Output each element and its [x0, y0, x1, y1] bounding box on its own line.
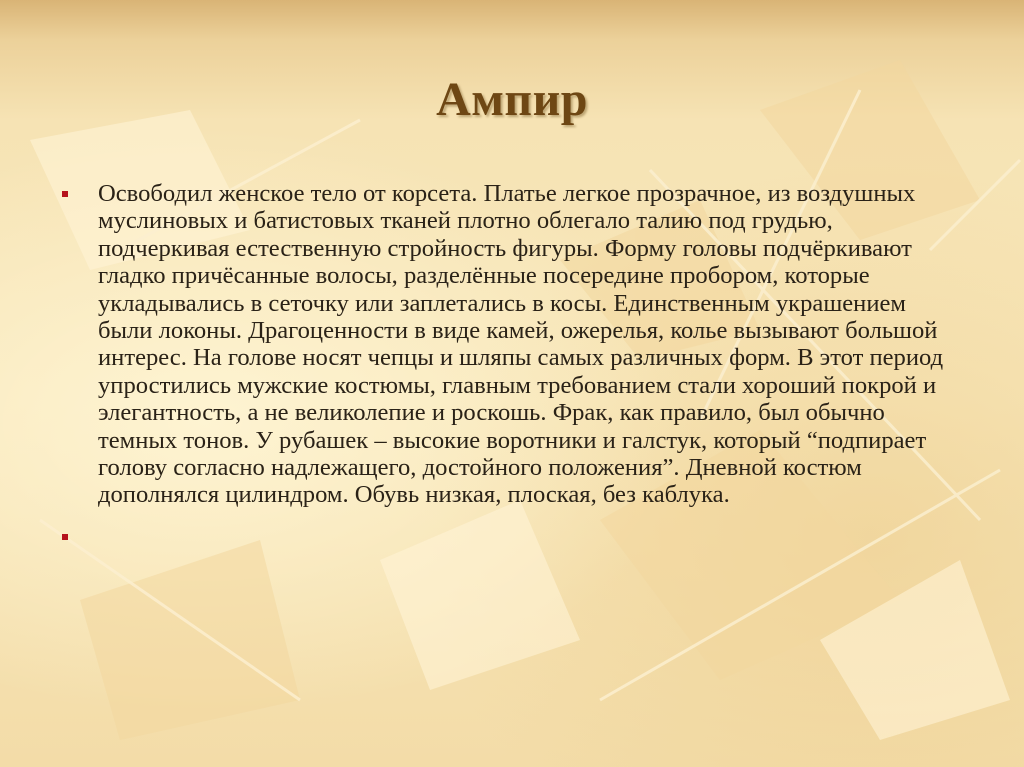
- bullet-item: [62, 180, 952, 509]
- bullet-text: [98, 523, 952, 550]
- bullet-item-empty: [62, 523, 952, 550]
- bullet-list: [62, 180, 952, 564]
- slide-title: Ампир: [436, 73, 588, 126]
- bullet-text: Освободил женское тело от корсета. Платье легкое прозрачное, из воздушных муслиновых и батистовых тканей плотно облегало талию под грудью, подчеркивая естественную стройность фигуры. Форму головы подчёркивают гладко причёсанные волосы, разделённые посередине пробором, которые укладывались в сеточку или заплетались в косы. Единственным украшением были локоны. Драгоценности в виде камей, ожерелья, колье вызывают большой интерес. На голове носят чепцы и шляпы самых различных форм. В этот период упростились мужские костюмы, главным требованием стали хороший покрой и элегантность, а не великолепие и роскошь. Фрак, как правило, был обычно темных тонов. У рубашек – высокие воротники и галстук, который “подпирает голову согласно надлежащего, достойного положения”. Дневной костюм дополнялся цилиндром. Обувь низкая, плоская, без каблука.: [98, 180, 944, 509]
- square-bullet-icon: [62, 191, 68, 197]
- square-bullet-icon: [62, 534, 68, 540]
